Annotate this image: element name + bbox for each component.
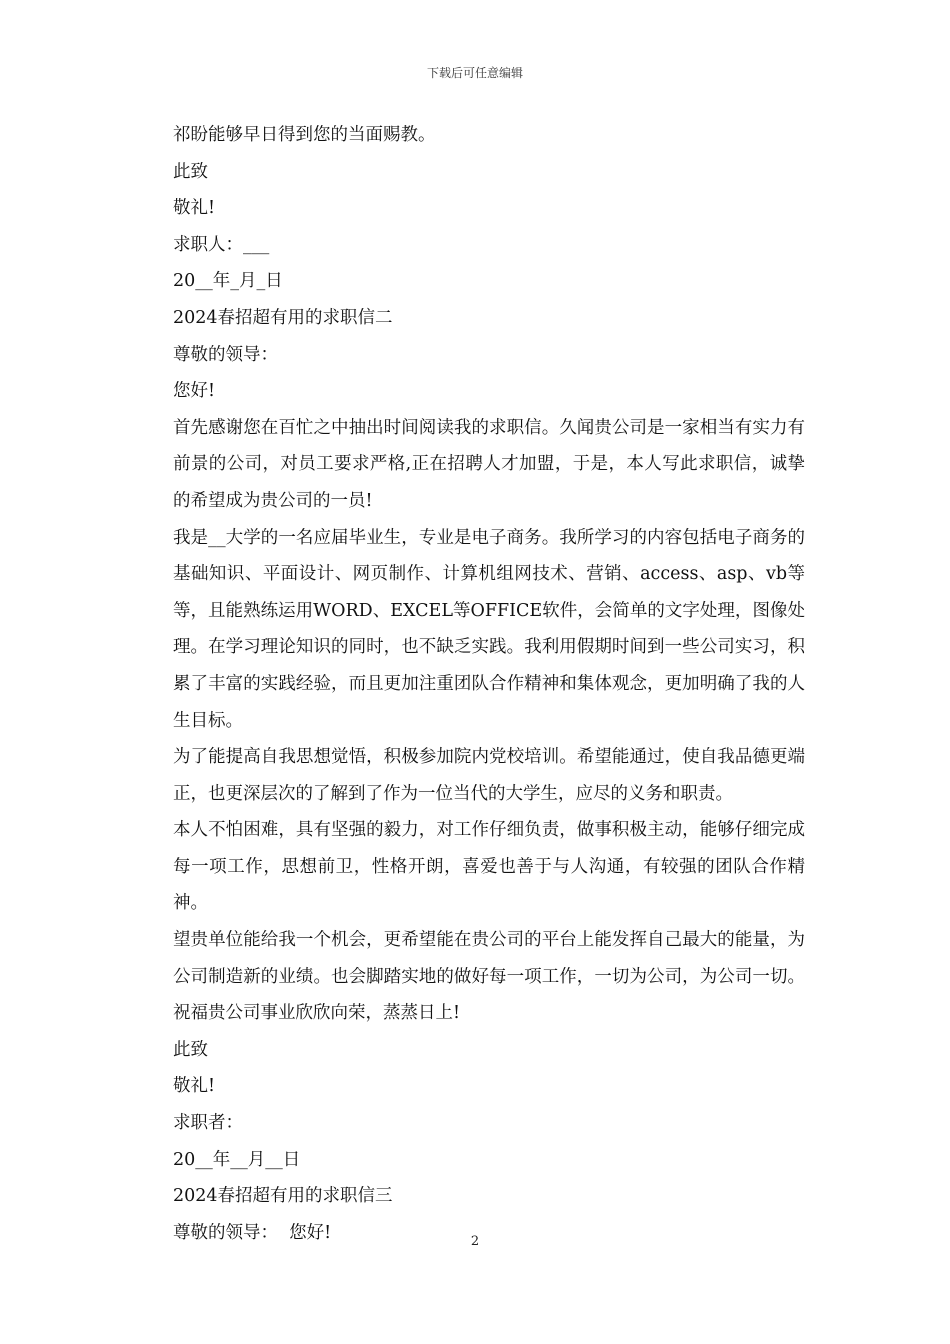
signature-line: 求职者： (173, 1113, 243, 1134)
page-header: 下载后可任意编辑 (426, 66, 523, 80)
page-number: 2 (470, 1234, 480, 1249)
body-paragraph: 本人不怕困难，具有坚强的毅力，对工作仔细负责，做事积极主动，能够仔细完成每一项工作，思想前卫，性格开朗，喜爱也善于与人沟通，有较强的团队合作精神。 (173, 820, 805, 914)
greeting-hello: 您好! (173, 381, 216, 402)
salutation-regards: 敬礼! (173, 1076, 216, 1097)
date-line: 20__年_月_日 (173, 271, 283, 292)
section-title: 2024春招超有用的求职信三 (173, 1186, 393, 1207)
body-paragraph: 望贵单位能给我一个机会，更希望能在贵公司的平台上能发挥自己最大的能量，为公司制造新的业绩。也会脚踏实地的做好每一项工作，一切为公司，为公司一切。祝福贵公司事业欣欣向荣，蒸蒸日上! (173, 930, 805, 1024)
salutation-regards: 敬礼! (173, 198, 216, 219)
body-paragraph: 为了能提高自我思想觉悟，积极参加院内党校培训。希望能通过，使自我品德更端正，也更深层次的了解到了作为一位当代的大学生，应尽的义务和职责。 (173, 747, 805, 804)
section-title: 2024春招超有用的求职信二 (173, 307, 393, 328)
body-paragraph: 首先感谢您在百忙之中抽出时间阅读我的求职信。久闻贵公司是一家相当有实力有前景的公司，对员工要求严格,正在招聘人才加盟，于是，本人写此求职信，诚挚的希望成为贵公司的一员! (173, 417, 805, 511)
date-line: 20__年__月__日 (173, 1149, 301, 1170)
document-body (173, 117, 805, 1251)
signature-line: 求职人：___ (173, 234, 270, 255)
greeting-line: 尊敬的领导： (173, 344, 278, 365)
salutation-closing: 此致 (173, 161, 208, 182)
body-paragraph: 我是__大学的一名应届毕业生，专业是电子商务。我所学习的内容包括电子商务的基础知识、平面设计、网页制作、计算机组网技术、营销、access、asp、vb等等，且能熟练运用WORD、EXCEL等OFFICE软件，会简单的文字处理，图像处理。在学习理论知识的同时，也不缺乏实践。我利用假期时间到一些公司实习，积累了丰富的实践经验，而且更加注重团队合作精神和集体观念，更加明确了我的人生目标。 (173, 527, 805, 731)
greeting-line: 尊敬的领导： 您好! (173, 1222, 332, 1243)
salutation-closing: 此致 (173, 1039, 208, 1060)
closing-line: 祁盼能够早日得到您的当面赐教。 (173, 125, 436, 145)
